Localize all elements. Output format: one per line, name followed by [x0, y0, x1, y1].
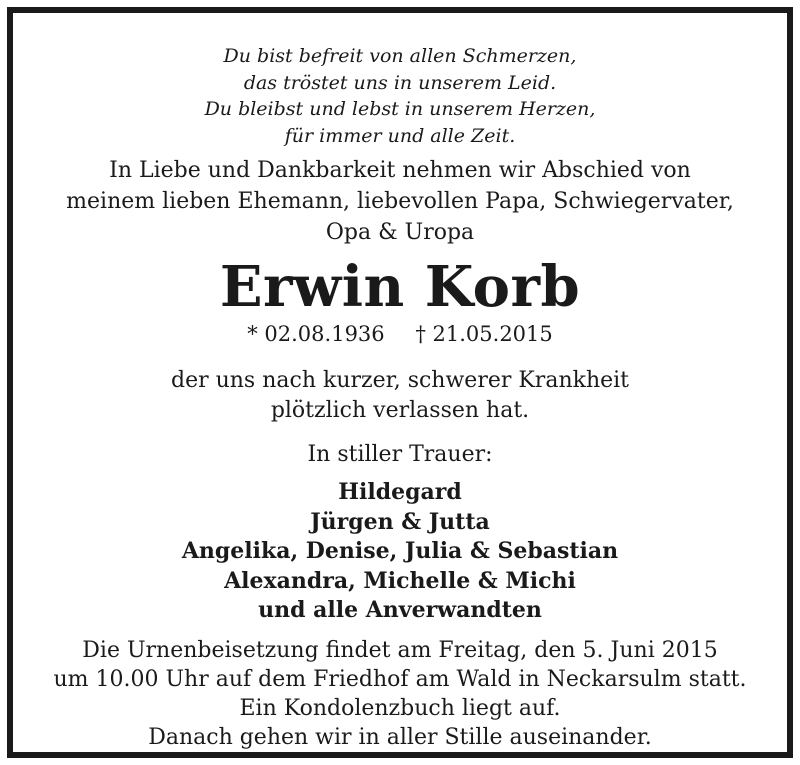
mourner: Hildegard — [338, 479, 462, 505]
life-dates — [13, 320, 787, 348]
funeral-line: um 10.00 Uhr auf dem Friedhof am Wald in Neckarsulm statt. — [53, 666, 747, 692]
obituary-frame — [7, 7, 793, 758]
illness-line: der uns nach kurzer, schwerer Krankheit — [170, 368, 630, 393]
mourner: Alexandra, Michelle & Michi — [224, 567, 576, 594]
birth-date: * 02.08.1936 — [247, 322, 385, 346]
mourning-label: In stiller Trauer: — [307, 442, 493, 467]
funeral-line: Danach gehen wir in aller Stille auseinander. — [148, 724, 652, 750]
poem-line: für immer und alle Zeit. — [284, 124, 516, 147]
funeral-line: Ein Kondolenzbuch liegt auf. — [239, 695, 561, 721]
poem-line: das tröstet uns in unserem Leid. — [243, 71, 557, 94]
illness-line: plötzlich verlassen hat. — [270, 398, 530, 423]
intro-line: meinem lieben Ehemann, liebevollen Papa, Schwiegervater, — [66, 189, 734, 214]
death-date: † 21.05.2015 — [415, 322, 553, 346]
mourner: und alle Anverwandten — [258, 597, 542, 623]
mourner: Jürgen & Jutta — [310, 508, 490, 535]
poem-line: Du bleibst und lebst in unserem Herzen, — [204, 98, 596, 120]
poem — [13, 43, 787, 149]
obituary-content — [13, 43, 787, 752]
mourner: Angelika, Denise, Julia & Sebastian — [181, 538, 619, 564]
intro-text — [13, 155, 787, 248]
mourners-list — [13, 478, 787, 626]
funeral-line: Die Urnenbeisetzung findet am Freitag, den 5. Juni 2015 — [82, 637, 718, 663]
poem-line: Du bist befreit von allen Schmerzen, — [223, 45, 577, 67]
illness-text — [13, 366, 787, 426]
funeral-info — [13, 636, 787, 752]
deceased-name: Erwin Korb — [219, 254, 581, 320]
intro-line: Opa & Uropa — [325, 220, 475, 245]
intro-line: In Liebe und Dankbarkeit nehmen wir Abschied von — [109, 158, 691, 183]
